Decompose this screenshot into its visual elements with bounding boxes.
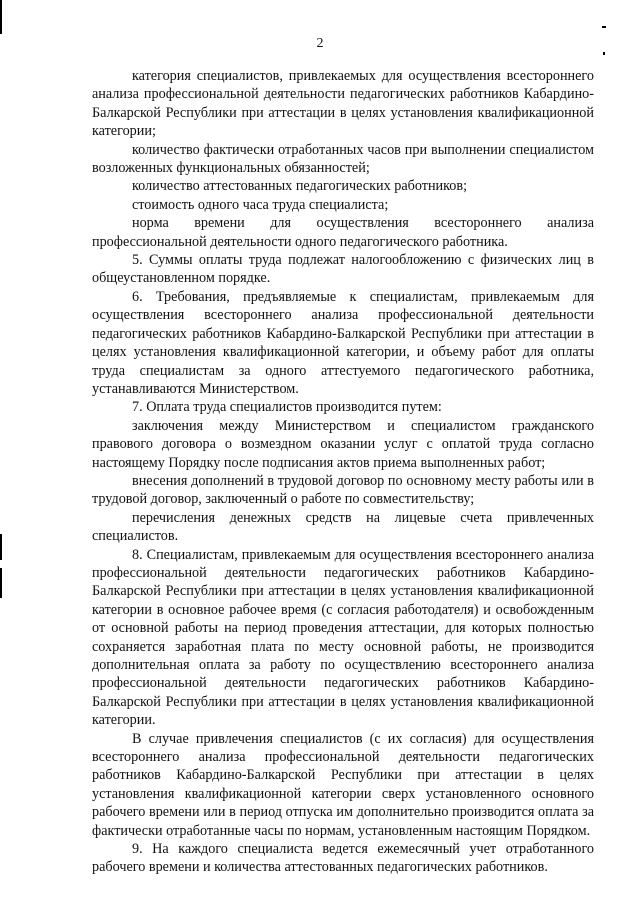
scan-edge-mark (0, 0, 2, 34)
scan-edge-mark (0, 534, 2, 560)
scan-edge-mark (0, 568, 2, 598)
scan-dust-mark (602, 26, 606, 28)
paragraph-hour-cost: стоимость одного часа труда специалиста; (132, 196, 389, 213)
scan-dust-mark (603, 52, 605, 55)
paragraph-item-8-overtime: В случае привлечения специалистов (с их согласия) для осуществления всестороннего анализа профессиональной деятельности педагогических работников Кабардино-Балкарской Республики при аттестации в целях установления квалификационной категории сверх установленного основного рабочего времени или в период отпуска им дополнительно производится оплата за фактически отработанные часы по нормам, установленным настоящим Порядком. (92, 730, 594, 839)
page-number: 2 (316, 36, 324, 51)
paragraph-time-norm: норма времени для осуществления всестороннего анализа профессиональной деятельности одного педагогического работника. (92, 215, 594, 250)
paragraph-item-8: 8. Специалистам, привлекаемым для осуществления всестороннего анализа профессиональной деятельности педагогических работников Кабардино-Балкарской Республики при аттестации в целях установления квалификационной категории в основное рабочее время (с согласия работодателя) и освобожденным от основной работы на период проведения аттестации, для которых полностью сохраняется заработная плата по месту основной работы, не производится дополнительная оплата за работу по осуществлению всестороннего анализа профессиональной деятельности педагогических работников Кабардино-Балкарской Республики при аттестации в целях установления квалификационной категории. (92, 546, 594, 729)
paragraph-item-7-contract: заключения между Министерством и специалистом гражданского правового договора о возмездном оказании услуг с оплатой труда согласно настоящему Порядку после подписания актов приема выполненных работ; (92, 417, 594, 471)
paragraph-item-7-transfer: перечисления денежных средств на лицевые счета привлеченных специалистов. (92, 509, 594, 545)
paragraph-certified-count: количество аттестованных педагогических работников; (132, 178, 468, 195)
paragraph-hours-worked: количество фактически отработанных часов при выполнении специалистом возложенных функциональных обязанностей; (92, 141, 594, 177)
paragraph-item-9: 9. На каждого специалиста ведется ежемесячный учет отработанного рабочего времени и количества аттестованных педагогических работников. (92, 841, 594, 876)
paragraph-specialist-category: категория специалистов, привлекаемых для осуществления всестороннего анализа профессиональной деятельности педагогических работников Кабардино-Балкарской Республики при аттестации в целях установления квалификационной категории; (92, 68, 594, 140)
paragraph-item-5: 5. Суммы оплаты труда подлежат налогообложению с физических лиц в общеустановленном порядке. (92, 252, 594, 287)
paragraph-item-7: 7. Оплата труда специалистов производится путем: (132, 399, 442, 416)
paragraph-item-7-amendment: внесения дополнений в трудовой договор по основному месту работы или в трудовой договор, заключенный о работе по совместительству; (92, 472, 594, 508)
document-body (92, 67, 594, 877)
paragraph-item-6: 6. Требования, предъявляемые к специалистам, привлекаемым для осуществления всестороннего анализа профессиональной деятельности педагогических работников Кабардино-Балкарской Республики при аттестации в целях установления квалификационной категории, и объему работ для оплаты труда специалистам за одного аттестуемого педагогического работника, устанавливаются Министерством. (92, 288, 594, 397)
